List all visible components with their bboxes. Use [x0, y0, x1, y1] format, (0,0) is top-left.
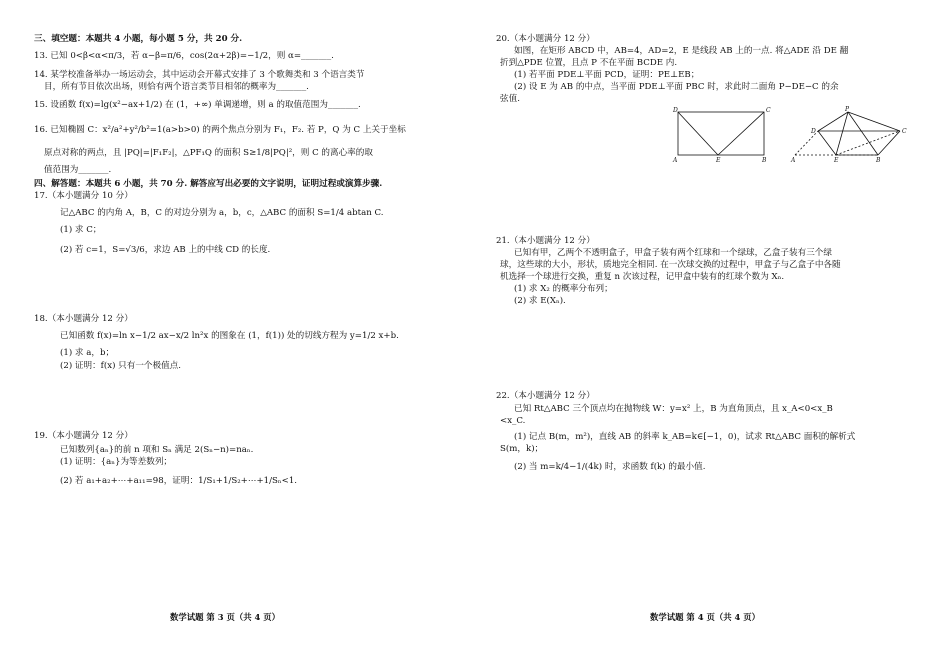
question-17-heading: 17.（本小题满分 10 分） — [34, 191, 133, 201]
page-footer-4: 数学试题 第 4 页（共 4 页） — [650, 612, 760, 622]
left-page — [30, 0, 470, 659]
page-footer-3: 数学试题 第 3 页（共 4 页） — [170, 612, 280, 622]
question-20-line1: 如图，在矩形 ABCD 中，AB=4，AD=2，E 是线段 AB 上的一点. 将△ADE 沿 DE 翻 — [514, 46, 849, 56]
question-21-part1: (1) 求 X₂ 的概率分布列； — [514, 284, 613, 294]
question-22-part1-line1: (1) 记点 B(m，m²)，直线 AB 的斜率 k_AB=k∈[−1，0)，试求 Rt△ABC 面积的解析式 — [514, 432, 856, 442]
question-19-part2: (2) 若 a₁+a₂+⋯+a₁₁=98，证明：1/S₁+1/S₂+⋯+1/Sₙ<1. — [60, 476, 298, 486]
question-19-stem: 已知数列{aₙ}的前 n 项和 Sₙ 满足 2(Sₙ−n)=naₙ. — [60, 445, 254, 455]
question-17-part2: (2) 若 c=1，S=√3/6，求边 AB 上的中线 CD 的长度. — [60, 245, 271, 255]
question-16-line1: 16. 已知椭圆 C：x²/a²+y²/b²=1(a>b>0) 的两个焦点分别为 F₁，F₂. 若 P，Q 为 C 上关于坐标 — [34, 125, 406, 135]
question-21-line1: 已知有甲，乙两个不透明盒子，甲盒子装有两个红球和一个绿球，乙盒子装有三个绿 — [514, 248, 832, 258]
fig2-label-p: P — [845, 106, 850, 113]
fig2-label-a: A — [791, 157, 796, 164]
question-13: 13. 已知 0<β<α<π/3，若 α−β=π/6，cos(2α+2β)=−1/2，则 α=_______. — [34, 51, 334, 61]
question-21-part2: (2) 求 E(Xₙ). — [514, 296, 566, 306]
fig2-label-d: D — [811, 128, 816, 135]
fig1-label-b: B — [762, 157, 767, 164]
section-solve-heading: 四、解答题：本题共 6 小题，共 70 分. 解答应写出必要的文字说明，证明过程或演算步骤. — [34, 179, 383, 189]
fig2-label-b: B — [876, 157, 881, 164]
question-22-part2: (2) 当 m=k/4−1/(4k) 时，求函数 f(k) 的最小值. — [514, 462, 706, 472]
question-20-part1: (1) 若平面 PDE⊥平面 PCD，证明：PE⊥EB； — [514, 70, 700, 80]
question-20-figures — [670, 104, 920, 166]
question-21-line3: 机选择一个球进行交换，重复 n 次该过程，记甲盒中装有的红球个数为 Xₙ. — [500, 272, 785, 282]
fig1-label-e: E — [716, 157, 721, 164]
question-20-heading: 20.（本小题满分 12 分） — [496, 34, 595, 44]
question-19-heading: 19.（本小题满分 12 分） — [34, 431, 133, 441]
section-fill-blank-heading: 三、填空题：本题共 4 小题，每小题 5 分，共 20 分. — [34, 34, 243, 44]
fig1-label-d: D — [673, 107, 678, 114]
question-19-part1: (1) 证明：{aₙ}为等差数列； — [60, 457, 173, 467]
question-18-stem: 已知函数 f(x)=ln x−1/2 ax−x/2 ln²x 的图象在 (1，f(1)) 处的切线方程为 y=1/2 x+b. — [60, 331, 399, 341]
question-20-line2: 折到△PDE 位置，且点 P 不在平面 BCDE 内. — [500, 58, 678, 68]
question-20-part2-line2: 弦值. — [500, 94, 520, 104]
question-21-line2: 球，这些球的大小，形状，质地完全相同. 在一次球交换的过程中，甲盒子与乙盒子中各随 — [500, 260, 841, 270]
right-page — [490, 0, 930, 659]
question-22-line1: 已知 Rt△ABC 三个顶点均在抛物线 W：y=x² 上，B 为直角顶点，且 x_A<0<x_B — [514, 404, 833, 414]
question-18-part2: (2) 证明：f(x) 只有一个极值点. — [60, 361, 182, 371]
question-18-heading: 18.（本小题满分 12 分） — [34, 314, 133, 324]
fig1-label-a: A — [673, 157, 678, 164]
question-16-line3: 值范围为_______. — [44, 165, 112, 175]
rectangle-abcd-figure — [678, 112, 764, 155]
question-14-line2: 目，所有节目依次出场，则恰有两个语言类节目相邻的概率为_______. — [44, 82, 309, 92]
question-14-line1: 14. 某学校准备举办一场运动会，其中运动会开幕式安排了 3 个歌舞类和 3 个语言类节 — [34, 70, 365, 80]
fig2-label-e: E — [834, 157, 839, 164]
question-22-line2: <x_C. — [500, 416, 526, 426]
question-15: 15. 设函数 f(x)=lg(x²−ax+1/2) 在 (1，+∞) 单调递增，则 a 的取值范围为_______. — [34, 100, 361, 110]
question-17-stem: 记△ABC 的内角 A，B，C 的对边分别为 a，b，c，△ABC 的面积 S=1/4 abtan C. — [60, 208, 384, 218]
question-22-heading: 22.（本小题满分 12 分） — [496, 391, 595, 401]
question-17-part1: (1) 求 C； — [60, 225, 102, 235]
question-20-part2-line1: (2) 设 E 为 AB 的中点，当平面 PDE⊥平面 PBC 时，求此时二面角 P−DE−C 的余 — [514, 82, 839, 92]
question-16-line2: 原点对称的两点，且 |PQ|=|F₁F₂|，△PF₁Q 的面积 S≥1/8|PQ|²，则 C 的离心率的取 — [44, 148, 373, 158]
question-21-heading: 21.（本小题满分 12 分） — [496, 236, 595, 246]
question-22-part1-line2: S(m，k)； — [500, 444, 544, 454]
question-18-part1: (1) 求 a，b； — [60, 348, 115, 358]
fig1-label-c: C — [766, 107, 771, 114]
fig2-label-c: C — [902, 128, 907, 135]
